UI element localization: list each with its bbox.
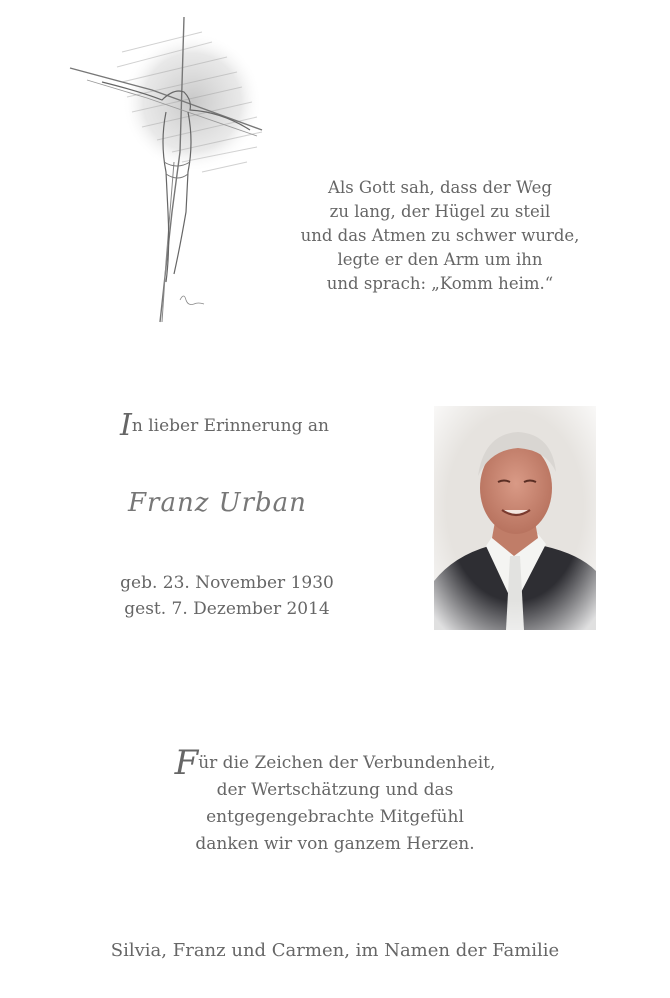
deceased-name: Franz Urban xyxy=(128,488,307,518)
thanks-message xyxy=(150,743,520,858)
thanks-line xyxy=(150,743,520,783)
thanks-initial: F xyxy=(174,743,199,783)
thanks-line: der Wertschätzung und das xyxy=(216,780,454,800)
thanks-first-line: ür die Zeichen der Verbundenheit, xyxy=(198,753,496,773)
memorial-intro-text: n lieber Erinnerung an xyxy=(131,416,329,436)
verse-line: Als Gott sah, dass der Weg xyxy=(328,178,552,197)
verse-line: und das Atmen zu schwer wurde, xyxy=(300,226,580,245)
birth-date: geb. 23. November 1930 xyxy=(120,573,334,593)
thanks-line: entgegengebrachte Mitgefühl xyxy=(206,807,464,827)
verse-line: zu lang, der Hügel zu steil xyxy=(329,202,551,221)
death-date: gest. 7. Dezember 2014 xyxy=(124,599,330,619)
verse xyxy=(300,176,580,296)
verse-line: und sprach: „Komm heim.“ xyxy=(326,274,554,293)
memorial-intro xyxy=(120,408,360,443)
portrait-photo xyxy=(434,406,596,630)
family-signature: Silvia, Franz und Carmen, im Namen der Familie xyxy=(110,940,560,961)
life-dates xyxy=(112,570,342,622)
verse-line: legte er den Arm um ihn xyxy=(337,250,543,269)
thanks-line: danken wir von ganzem Herzen. xyxy=(195,834,475,854)
memorial-intro-initial: I xyxy=(120,408,132,443)
crucifix-sketch xyxy=(62,12,282,332)
